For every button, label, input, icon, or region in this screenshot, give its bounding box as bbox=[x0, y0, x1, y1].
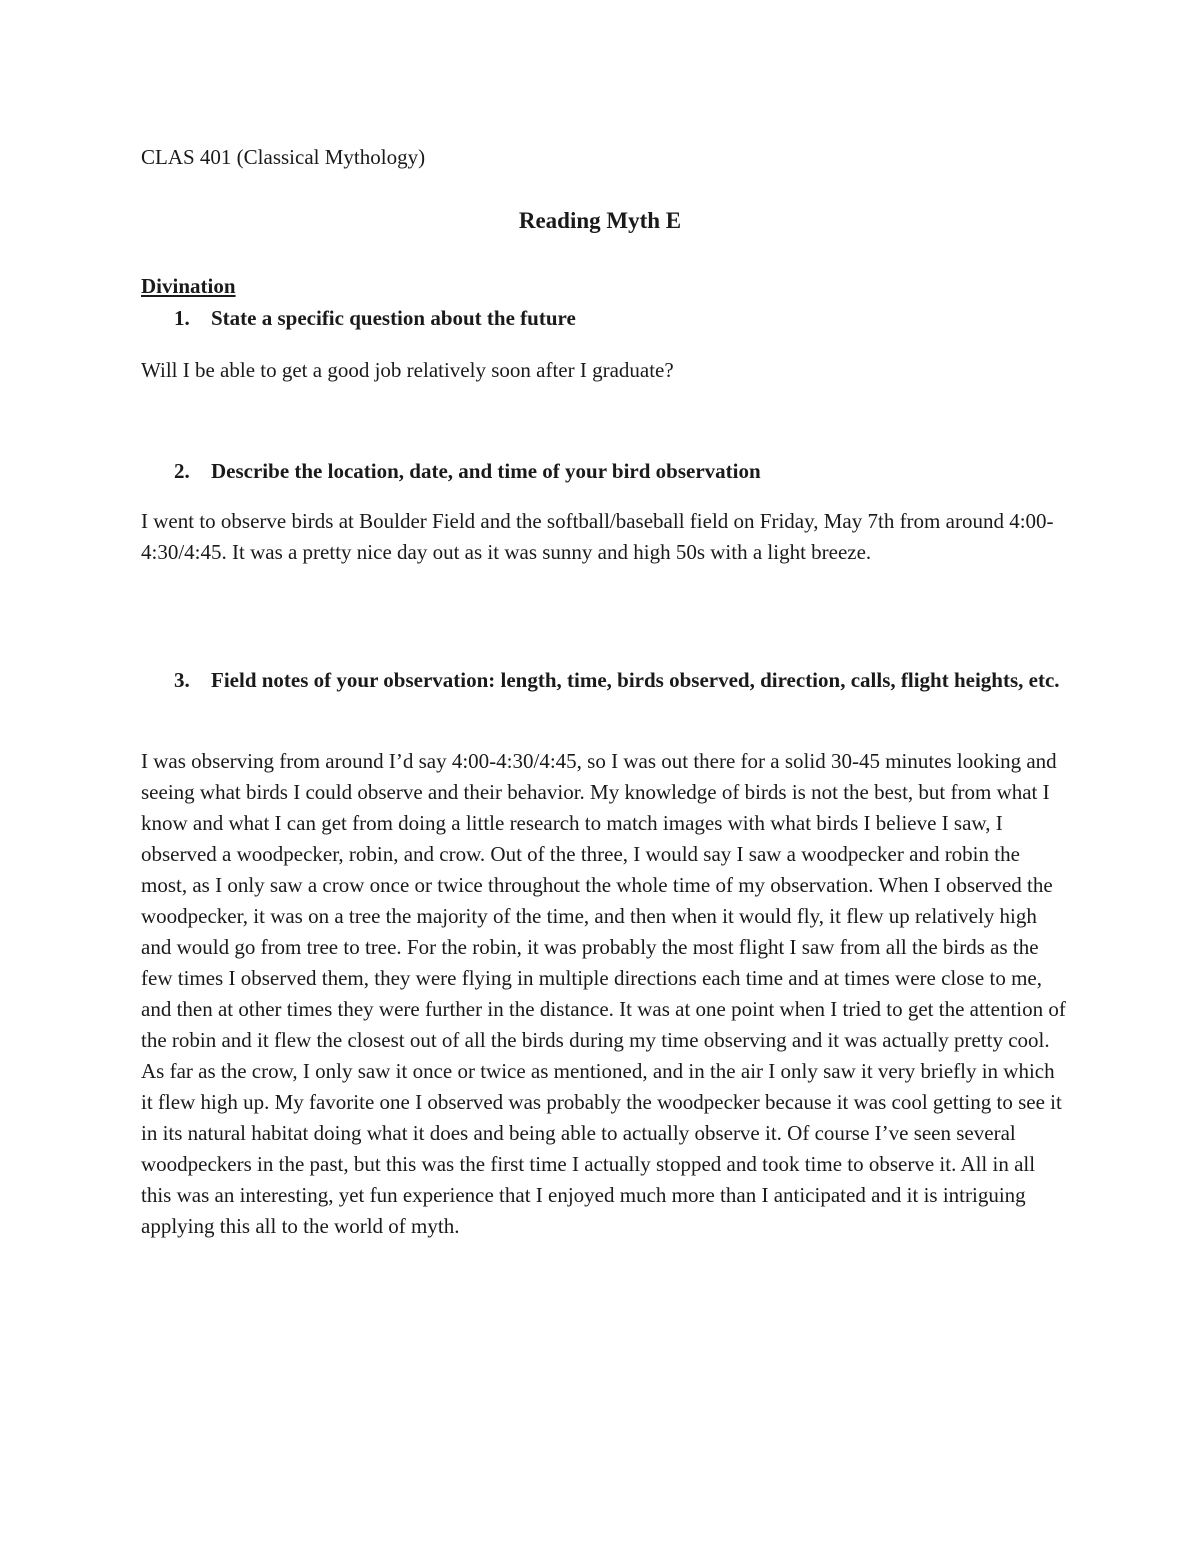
question-2 bbox=[141, 456, 1061, 487]
question-prompt: Describe the location, date, and time of your bird observation bbox=[211, 459, 761, 483]
question-number: 3. bbox=[174, 668, 190, 692]
course-name: CLAS 401 (Classical Mythology) bbox=[141, 145, 426, 169]
page-title: Reading Myth E bbox=[518, 208, 682, 233]
question-1 bbox=[141, 303, 1061, 334]
question-prompt: State a specific question about the future bbox=[211, 306, 576, 330]
answer-1: Will I be able to get a good job relatively soon after I graduate? bbox=[141, 358, 674, 382]
question-number: 2. bbox=[174, 459, 190, 483]
question-3 bbox=[141, 665, 1061, 696]
answer-2: I went to observe birds at Boulder Field and the softball/baseball field on Friday, May 7th from around 4:00-4:30/4:45. It was a pretty nice day out as it was sunny and high 50s with a light breeze. bbox=[141, 509, 1054, 564]
answer-3: I was observing from around I’d say 4:00-4:30/4:45, so I was out there for a solid 30-45 minutes looking and seeing what birds I could observe and their behavior. My knowledge of birds is not the best, but from what I know and what I can get from doing a little research to match images with what birds I believe I saw, I observed a woodpecker, robin, and crow. Out of the three, I would say I saw a woodpecker and robin the most, as I only saw a crow once or twice throughout the whole time of my observation. When I observed the woodpecker, it was on a tree the majority of the time, and then when it would fly, it flew up relatively high and would go from tree to tree. For the robin, it was probably the most flight I saw from all the birds as the few times I observed them, they were flying in multiple directions each time and at times were close to me, and then at other times they were further in the distance. It was at one point when I tried to get the attention of the robin and it flew the closest out of all the birds during my time observing and it was actually pretty cool. As far as the crow, I only saw it once or twice as mentioned, and in the air I only saw it very briefly in which it flew high up. My favorite one I observed was probably the woodpecker because it was cool getting to see it in its natural habitat doing what it does and being able to actually observe it. Of course I’ve seen several woodpeckers in the past, but this was the first time I actually stopped and took time to observe it. All in all this was an interesting, yet fun experience that I enjoyed much more than I anticipated and it is intriguing applying this all to the world of myth. bbox=[141, 749, 1066, 1238]
question-number: 1. bbox=[174, 306, 190, 330]
question-prompt: Field notes of your observation: length, time, birds observed, direction, calls, flight heights, etc. bbox=[211, 668, 1060, 692]
section-heading: Divination bbox=[141, 274, 236, 298]
